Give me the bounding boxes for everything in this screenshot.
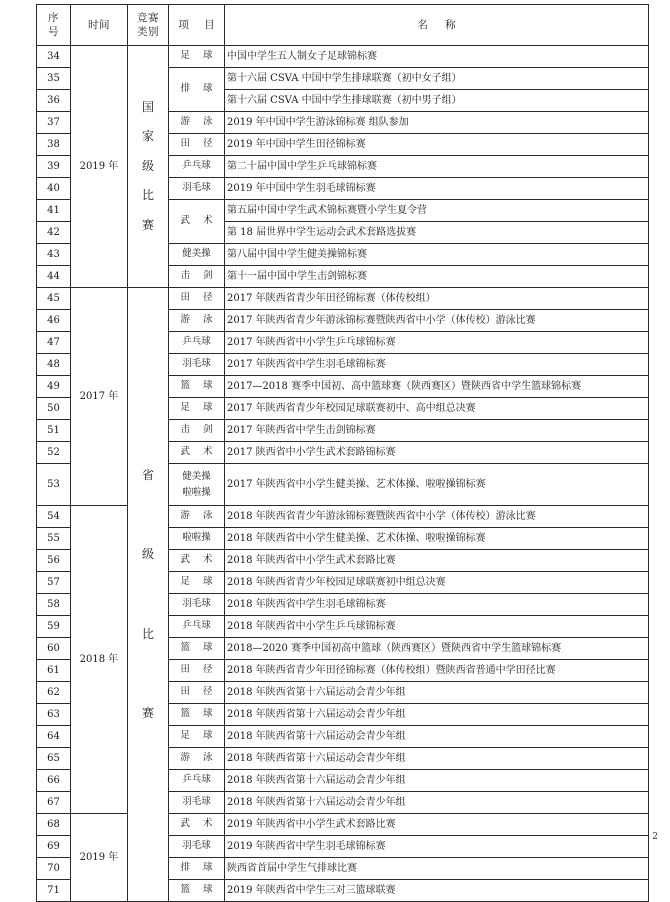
row-item: 健美操	[169, 244, 225, 266]
row-no: 53	[37, 464, 71, 506]
row-name: 2018 年陕西省青少年校园足球联赛初中组总决赛	[225, 572, 649, 594]
row-no: 40	[37, 178, 71, 200]
header-time: 时间	[71, 5, 128, 46]
row-item: 田 径	[169, 682, 225, 704]
row-name: 2018 年陕西省第十六届运动会青少年组	[225, 682, 649, 704]
row-name: 第八届中国中学生健美操锦标赛	[225, 244, 649, 266]
row-no: 52	[37, 442, 71, 464]
row-time: 2019 年	[71, 814, 128, 902]
row-item: 击 剑	[169, 266, 225, 288]
row-item: 篮 球	[169, 638, 225, 660]
row-item: 田 径	[169, 660, 225, 682]
row-no: 48	[37, 354, 71, 376]
row-item: 篮 球	[169, 880, 225, 902]
row-name: 2019 年陕西省中小学生武术套路比赛	[225, 814, 649, 836]
header-category	[128, 5, 169, 46]
row-name: 第十六届 CSVA 中国中学生排球联赛（初中男子组）	[225, 90, 649, 112]
row-item: 游 泳	[169, 506, 225, 528]
row-name: 2019 年中国中学生田径锦标赛	[225, 134, 649, 156]
row-no: 49	[37, 376, 71, 398]
row-item: 啦啦操	[169, 528, 225, 550]
row-item: 排 球	[169, 68, 225, 112]
row-no: 65	[37, 748, 71, 770]
row-no: 56	[37, 550, 71, 572]
row-item: 乒乓球	[169, 332, 225, 354]
row-item: 羽毛球	[169, 178, 225, 200]
table-header	[37, 5, 649, 46]
row-no: 54	[37, 506, 71, 528]
row-item: 足 球	[169, 726, 225, 748]
row-item: 羽毛球	[169, 836, 225, 858]
header-category-line2: 类别	[137, 26, 159, 38]
row-item	[169, 464, 225, 506]
row-item: 篮 球	[169, 704, 225, 726]
category-char: 家	[141, 129, 154, 144]
row-name: 2018 年陕西省第十六届运动会青少年组	[225, 704, 649, 726]
row-item: 游 泳	[169, 748, 225, 770]
row-name: 第二十届中国中学生乒乓球锦标赛	[225, 156, 649, 178]
row-time: 2017 年	[71, 288, 128, 506]
row-item: 击 剑	[169, 420, 225, 442]
row-item: 田 径	[169, 134, 225, 156]
row-name: 2018 年陕西省第十六届运动会青少年组	[225, 770, 649, 792]
row-item: 乒乓球	[169, 616, 225, 638]
row-name: 2017—2018 赛季中国初、高中篮球赛（陕西赛区）暨陕西省中学生篮球锦标赛	[225, 376, 649, 398]
row-no: 66	[37, 770, 71, 792]
row-item: 足 球	[169, 398, 225, 420]
row-time: 2019 年	[71, 46, 128, 288]
row-item: 羽毛球	[169, 354, 225, 376]
row-no: 61	[37, 660, 71, 682]
row-item: 田 径	[169, 288, 225, 310]
row-name: 2018 年陕西省青少年田径锦标赛（体传校组）暨陕西省普通中学田径比赛	[225, 660, 649, 682]
row-no: 43	[37, 244, 71, 266]
row-name: 第十一届中国中学生击剑锦标赛	[225, 266, 649, 288]
row-item: 游 泳	[169, 310, 225, 332]
competition-schedule-table	[36, 4, 649, 902]
row-no: 67	[37, 792, 71, 814]
row-no: 41	[37, 200, 71, 222]
row-name: 2019 年陕西省中学生三对三篮球联赛	[225, 880, 649, 902]
row-name: 2018 年陕西省中小学生乒乓球锦标赛	[225, 616, 649, 638]
row-no: 50	[37, 398, 71, 420]
row-no: 60	[37, 638, 71, 660]
header-row	[37, 5, 649, 46]
header-no-line1: 序	[48, 11, 59, 24]
row-name: 2019 年中国中学生游泳锦标赛 组队参加	[225, 112, 649, 134]
row-no: 69	[37, 836, 71, 858]
page-number: 2	[652, 832, 658, 842]
row-no: 59	[37, 616, 71, 638]
row-item: 羽毛球	[169, 594, 225, 616]
row-name: 2017 年陕西省青少年游泳锦标赛暨陕西省中小学（体传校）游泳比赛	[225, 310, 649, 332]
row-item: 足 球	[169, 46, 225, 68]
row-no: 37	[37, 112, 71, 134]
row-item: 排 球	[169, 858, 225, 880]
table-row	[37, 288, 649, 310]
row-time: 2018 年	[71, 506, 128, 814]
table-body	[37, 46, 649, 902]
header-name: 名 称	[225, 5, 649, 46]
row-item: 武 术	[169, 200, 225, 244]
row-name: 2018—2020 赛季中国初高中篮球（陕西赛区）暨陕西省中学生篮球锦标赛	[225, 638, 649, 660]
row-no: 55	[37, 528, 71, 550]
row-name: 2018 年陕西省中学生羽毛球锦标赛	[225, 594, 649, 616]
category-char: 级	[141, 158, 154, 173]
header-category-line1: 竞赛	[137, 11, 159, 24]
row-item: 足 球	[169, 572, 225, 594]
row-name: 第五届中国中学生武术锦标赛暨小学生夏令营	[225, 200, 649, 222]
header-item: 项 目	[169, 5, 225, 46]
category-char: 级	[141, 547, 154, 562]
row-name: 2017 年陕西省中学生击剑锦标赛	[225, 420, 649, 442]
row-name: 2018 年陕西省中小学生武术套路比赛	[225, 550, 649, 572]
row-category	[128, 46, 169, 288]
row-name: 2019 年陕西省中学生羽毛球锦标赛	[225, 836, 649, 858]
row-no: 47	[37, 332, 71, 354]
row-name: 中国中学生五人制女子足球锦标赛	[225, 46, 649, 68]
row-item-line2: 啦啦操	[182, 486, 211, 498]
row-no: 36	[37, 90, 71, 112]
row-no: 34	[37, 46, 71, 68]
row-no: 45	[37, 288, 71, 310]
row-no: 57	[37, 572, 71, 594]
row-name: 2017 年陕西省中小学生健美操、艺术体操、啦啦操锦标赛	[225, 464, 649, 506]
row-no: 71	[37, 880, 71, 902]
row-no: 42	[37, 222, 71, 244]
row-no: 63	[37, 704, 71, 726]
row-no: 51	[37, 420, 71, 442]
row-item: 武 术	[169, 550, 225, 572]
row-name: 陕西省首届中学生气排球比赛	[225, 858, 649, 880]
row-name: 2017 陕西省中小学生武术套路锦标赛	[225, 442, 649, 464]
row-no: 70	[37, 858, 71, 880]
row-name: 2017 年陕西省中学生羽毛球锦标赛	[225, 354, 649, 376]
category-char: 省	[141, 468, 154, 483]
row-no: 68	[37, 814, 71, 836]
row-no: 62	[37, 682, 71, 704]
row-item: 武 术	[169, 814, 225, 836]
row-item: 羽毛球	[169, 792, 225, 814]
row-no: 64	[37, 726, 71, 748]
category-char: 比	[141, 626, 154, 641]
row-name: 2018 年陕西省第十六届运动会青少年组	[225, 792, 649, 814]
category-char: 国	[141, 100, 154, 115]
header-no-line2: 号	[48, 26, 59, 38]
row-name: 2018 年陕西省中小学生健美操、艺术体操、啦啦操锦标赛	[225, 528, 649, 550]
row-no: 35	[37, 68, 71, 90]
row-name: 第十六届 CSVA 中国中学生排球联赛（初中女子组）	[225, 68, 649, 90]
row-name: 2018 年陕西省第十六届运动会青少年组	[225, 726, 649, 748]
row-no: 38	[37, 134, 71, 156]
row-item: 乒乓球	[169, 770, 225, 792]
table-row	[37, 46, 649, 68]
category-char: 赛	[141, 705, 154, 720]
row-no: 58	[37, 594, 71, 616]
row-item: 乒乓球	[169, 156, 225, 178]
row-name: 2019 年中国中学生羽毛球锦标赛	[225, 178, 649, 200]
row-name: 2018 年陕西省青少年游泳锦标赛暨陕西省中小学（体传校）游泳比赛	[225, 506, 649, 528]
row-no: 39	[37, 156, 71, 178]
row-no: 46	[37, 310, 71, 332]
row-name: 2017 年陕西省青少年田径锦标赛（体传校组）	[225, 288, 649, 310]
row-name: 2017 年陕西省中小学生乒乓球锦标赛	[225, 332, 649, 354]
category-char: 比	[141, 188, 154, 203]
row-category	[128, 288, 169, 902]
row-item: 篮 球	[169, 376, 225, 398]
header-no	[37, 5, 71, 46]
row-item: 武 术	[169, 442, 225, 464]
row-name: 2017 年陕西省青少年校园足球联赛初中、高中组总决赛	[225, 398, 649, 420]
row-item: 游 泳	[169, 112, 225, 134]
row-name: 2018 年陕西省第十六届运动会青少年组	[225, 748, 649, 770]
category-char: 赛	[141, 217, 154, 232]
row-no: 44	[37, 266, 71, 288]
row-name: 第 18 届世界中学生运动会武术套路选拔赛	[225, 222, 649, 244]
row-item-line1: 健美操	[182, 471, 211, 483]
